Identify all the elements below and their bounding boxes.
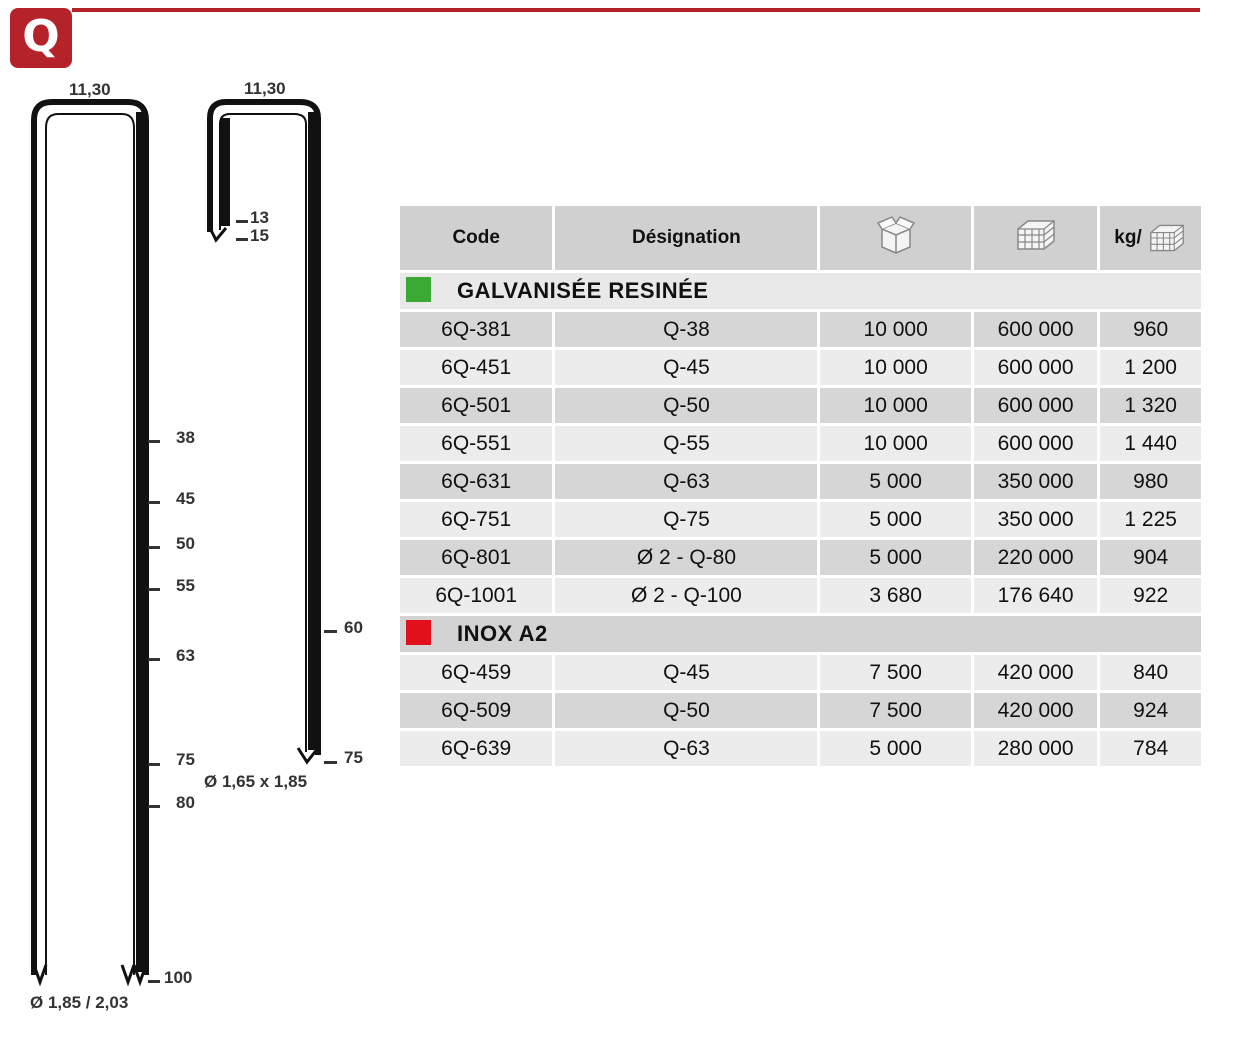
cell-per-box: 5 000 (819, 539, 972, 577)
table-row (399, 501, 1203, 539)
cell-kg: 1 225 (1099, 501, 1203, 539)
cell-designation: Q-55 (554, 425, 819, 463)
cell-per-box: 7 500 (819, 692, 972, 730)
cell-per-box: 10 000 (819, 425, 972, 463)
table-row (399, 730, 1203, 768)
length-label: 50 (176, 534, 195, 553)
small-diameter-label: Ø 1,65 x 1,85 (204, 772, 308, 791)
length-label: 75 (176, 750, 195, 769)
cell-per-box: 7 500 (819, 654, 972, 692)
cell-code: 6Q-551 (399, 425, 554, 463)
cell-per-pallet: 600 000 (972, 425, 1099, 463)
cell-per-pallet: 420 000 (972, 654, 1099, 692)
cell-per-box: 5 000 (819, 463, 972, 501)
cell-code: 6Q-1001 (399, 577, 554, 615)
header-box (819, 205, 972, 272)
cell-kg: 960 (1099, 311, 1203, 349)
cell-designation: Q-45 (554, 654, 819, 692)
cell-per-pallet: 600 000 (972, 349, 1099, 387)
tick-mark (324, 630, 337, 633)
cell-per-pallet: 220 000 (972, 539, 1099, 577)
tick-mark (148, 763, 160, 766)
box-icon (874, 213, 918, 257)
table-row (399, 387, 1203, 425)
table-row (399, 425, 1203, 463)
cell-designation: Q-38 (554, 311, 819, 349)
staple-drawings (0, 0, 380, 1045)
table-row (399, 463, 1203, 501)
cell-per-pallet: 600 000 (972, 311, 1099, 349)
cell-per-pallet: 420 000 (972, 692, 1099, 730)
tick-mark (148, 440, 160, 443)
cell-code: 6Q-509 (399, 692, 554, 730)
cell-designation: Ø 2 - Q-80 (554, 539, 819, 577)
cell-designation: Q-63 (554, 463, 819, 501)
cell-kg: 922 (1099, 577, 1203, 615)
cell-per-pallet: 176 640 (972, 577, 1099, 615)
length-label: 100 (164, 968, 193, 987)
pallet-icon (1014, 215, 1058, 255)
tick-mark (236, 220, 248, 223)
cell-kg: 784 (1099, 730, 1203, 768)
cell-kg: 924 (1099, 692, 1203, 730)
cell-per-box: 5 000 (819, 730, 972, 768)
cell-designation: Ø 2 - Q-100 (554, 577, 819, 615)
cell-designation: Q-50 (554, 692, 819, 730)
length-label: 55 (176, 576, 195, 595)
tick-mark (148, 501, 160, 504)
cell-designation: Q-75 (554, 501, 819, 539)
header-code: Code (399, 205, 554, 272)
cell-code: 6Q-751 (399, 501, 554, 539)
table-row (399, 654, 1203, 692)
cell-per-pallet: 600 000 (972, 387, 1099, 425)
length-label: 15 (250, 226, 269, 245)
section-title: GALVANISÉE RESINÉE (457, 277, 709, 303)
header-pallet (972, 205, 1099, 272)
tick-mark (236, 238, 248, 241)
cell-designation: Q-50 (554, 387, 819, 425)
section-header (399, 272, 1203, 311)
header-designation: Désignation (554, 205, 819, 272)
color-swatch (406, 277, 431, 302)
cell-code: 6Q-639 (399, 730, 554, 768)
length-label: 80 (176, 793, 195, 812)
cell-kg: 840 (1099, 654, 1203, 692)
cell-code: 6Q-381 (399, 311, 554, 349)
table-row (399, 349, 1203, 387)
large-diameter-label: Ø 1,85 / 2,03 (30, 993, 129, 1012)
length-label: 75 (344, 748, 363, 767)
large-width-label: 11,30 (69, 80, 111, 99)
header-kg (1099, 205, 1203, 272)
tick-mark (148, 980, 160, 983)
tick-mark (324, 761, 337, 764)
cell-code: 6Q-501 (399, 387, 554, 425)
cell-per-box: 5 000 (819, 501, 972, 539)
tick-mark (148, 546, 160, 549)
pallet-icon (1147, 220, 1187, 256)
cell-per-box: 3 680 (819, 577, 972, 615)
cell-kg: 904 (1099, 539, 1203, 577)
table-row (399, 311, 1203, 349)
cell-per-pallet: 280 000 (972, 730, 1099, 768)
cell-code: 6Q-631 (399, 463, 554, 501)
staple-large-drawing (34, 102, 146, 982)
cell-kg: 1 200 (1099, 349, 1203, 387)
staple-small-drawing (210, 102, 318, 762)
cell-kg: 980 (1099, 463, 1203, 501)
length-label: 45 (176, 489, 195, 508)
cell-per-pallet: 350 000 (972, 501, 1099, 539)
length-label: 13 (250, 208, 269, 227)
tick-mark (148, 805, 160, 808)
section-header (399, 615, 1203, 654)
cell-per-pallet: 350 000 (972, 463, 1099, 501)
cell-kg: 1 440 (1099, 425, 1203, 463)
length-label: 38 (176, 428, 195, 447)
length-label: 63 (176, 646, 195, 665)
logo-letter: Q (22, 11, 60, 62)
cell-designation: Q-63 (554, 730, 819, 768)
table-row (399, 692, 1203, 730)
tick-mark (148, 588, 160, 591)
cell-code: 6Q-801 (399, 539, 554, 577)
kg-prefix: kg/ (1114, 227, 1142, 249)
cell-code: 6Q-451 (399, 349, 554, 387)
length-label: 60 (344, 618, 363, 637)
table-header-row (399, 205, 1203, 272)
cell-per-box: 10 000 (819, 349, 972, 387)
cell-kg: 1 320 (1099, 387, 1203, 425)
table-row (399, 577, 1203, 615)
color-swatch (406, 620, 431, 645)
specification-table (397, 203, 1204, 769)
section-title: INOX A2 (457, 620, 548, 646)
cell-code: 6Q-459 (399, 654, 554, 692)
cell-per-box: 10 000 (819, 387, 972, 425)
tick-mark (148, 658, 160, 661)
table-row (399, 539, 1203, 577)
cell-per-box: 10 000 (819, 311, 972, 349)
cell-designation: Q-45 (554, 349, 819, 387)
small-width-label: 11,30 (244, 79, 286, 98)
